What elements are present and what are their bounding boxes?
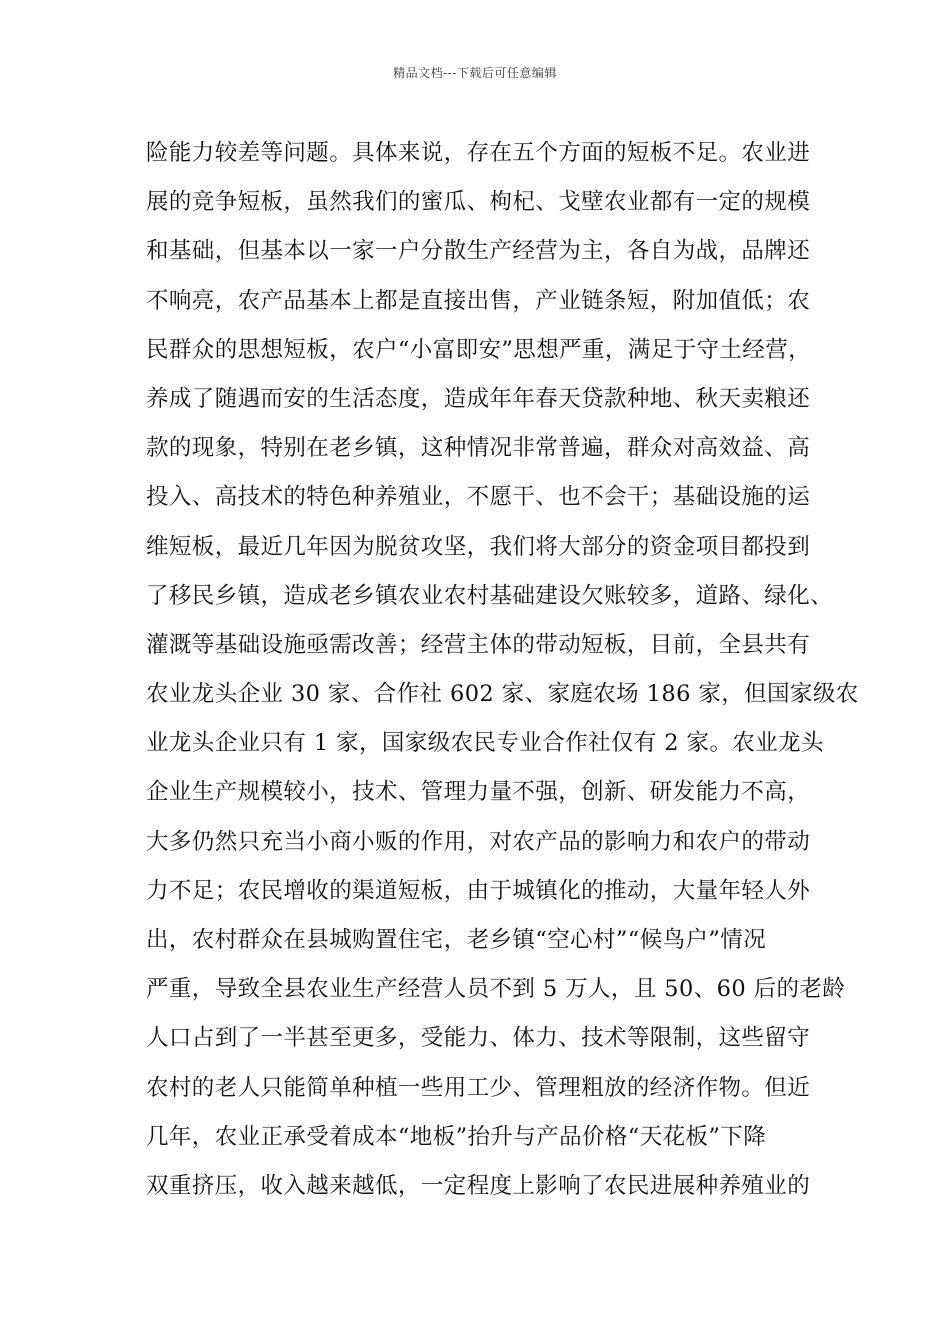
text-line: 出，农村群众在县城购置住宅，老乡镇“空心村”“候鸟户”情况 [146, 927, 767, 953]
text-line: 不响亮，农产品基本上都是直接出售，产业链条短，附加值低；农 [146, 287, 811, 314]
text-line: 农村的老人只能简单种植一些用工少、管理粗放的经济作物。但近 [146, 1074, 811, 1101]
text-line: 大多仍然只充当小商小贩的作用，对农产品的影响力和农户的带动 [146, 828, 811, 855]
text-line: 双重挤压，收入越来越低，一定程度上影响了农民进展种养殖业的 [146, 1172, 811, 1199]
text-line: 严重，导致全县农业生产经营人员不到 5 万人，且 50、60 后的老龄 [146, 976, 846, 1003]
text-line: 民群众的思想短板，农户“小富即安”思想严重，满足于守土经营， [146, 336, 812, 363]
text-line: 险能力较差等问题。具体来说，存在五个方面的短板不足。农业进 [146, 140, 811, 166]
text-line: 力不足；农民增收的渠道短板，由于城镇化的推动，大量年轻人外 [146, 877, 811, 904]
text-line: 和基础，但基本以一家一户分散生产经营为主，各自为战，品牌还 [146, 238, 811, 265]
text-line: 维短板，最近几年因为脱贫攻坚，我们将大部分的资金项目都投到 [146, 533, 811, 560]
text-line: 几年，农业正承受着成本“地板”抬升与产品价格“天花板”下降 [146, 1123, 767, 1150]
text-line: 灌溉等基础设施亟需改善；经营主体的带动短板，目前，全县共有 [146, 631, 811, 658]
text-line: 人口占到了一半甚至更多，受能力、体力、技术等限制，这些留守 [146, 1025, 811, 1052]
text-line: 款的现象，特别在老乡镇，这种情况非常普遍，群众对高效益、高 [146, 435, 811, 462]
page-header: 精品文档---下载后可任意编辑 [393, 66, 557, 80]
text-line: 投入、高技术的特色种养殖业，不愿干、也不会干；基础设施的运 [146, 484, 811, 511]
text-line: 农业龙头企业 30 家、合作社 602 家、家庭农场 186 家，但国家级农 [146, 681, 859, 708]
text-line: 养成了随遇而安的生活态度，造成年年春天贷款种地、秋天卖粮还 [146, 385, 811, 412]
text-line: 业龙头企业只有 1 家，国家级农民专业合作社仅有 2 家。农业龙头 [146, 730, 824, 757]
text-line: 展的竞争短板，虽然我们的蜜瓜、枸杞、戈壁农业都有一定的规模 [146, 189, 811, 216]
text-line: 了移民乡镇，造成老乡镇农业农村基础建设欠账较多，道路、绿化、 [146, 582, 834, 609]
body-paragraph [146, 132, 859, 1214]
text-line: 企业生产规模较小，技术、管理力量不强，创新、研发能力不高， [146, 779, 811, 806]
